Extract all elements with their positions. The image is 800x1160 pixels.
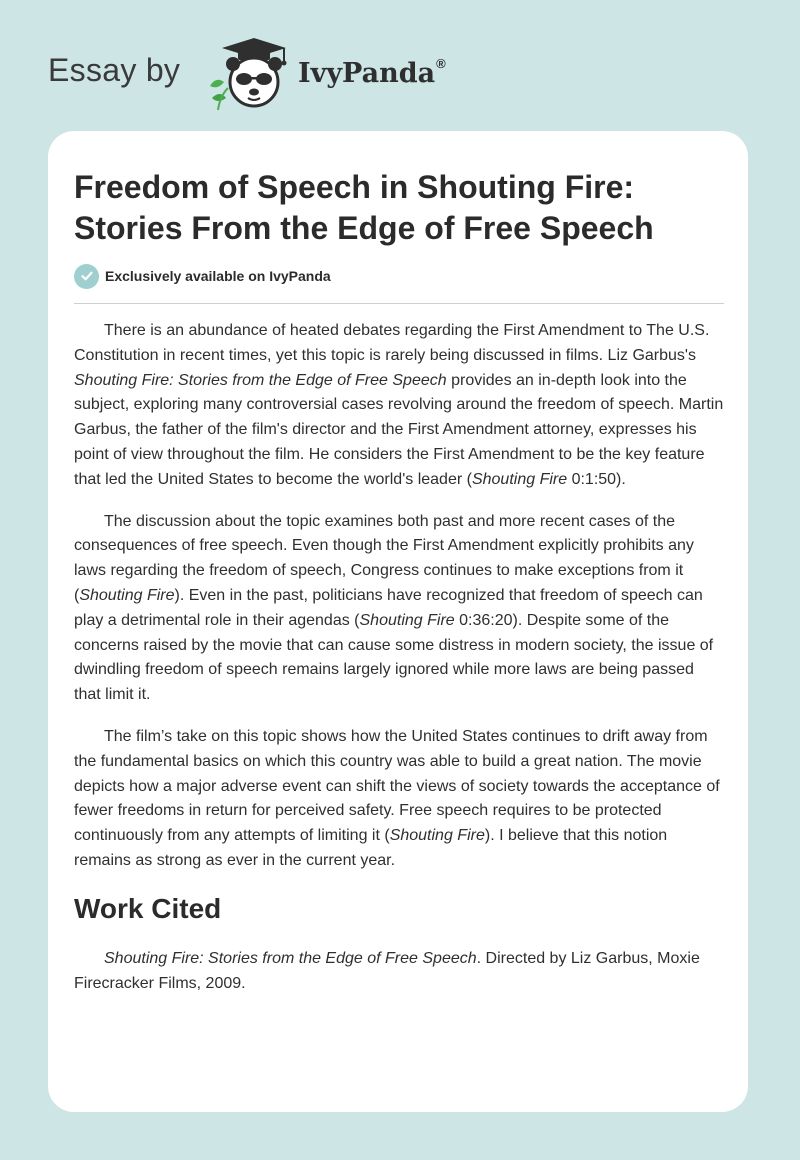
registered-mark: ® <box>436 56 446 71</box>
italic-title: Shouting Fire <box>359 611 455 629</box>
italic-title: Shouting Fire <box>389 827 485 845</box>
text-run: 0:36:20). Despite some of the concerns raised by the movie that can cause some distress in modern society, the issue of dwindling freedom of speech remains largely ignored while more laws are being passed that limit it. <box>74 611 714 704</box>
text-run: . Directed by Liz Garbus, Moxie Firecracker Films, 2009. <box>74 949 700 992</box>
exclusive-badge-label: Exclusively available on IvyPanda <box>105 268 331 284</box>
citation <box>74 947 724 997</box>
essay-title: Freedom of Speech in Shouting Fire: Stories From the Edge of Free Speech <box>74 169 654 246</box>
paragraph <box>74 725 724 874</box>
italic-title: Shouting Fire: Stories from the Edge of Free Speech <box>74 371 447 389</box>
paragraph <box>74 510 724 708</box>
text-run: There is an abundance of heated debates regarding the First Amendment to The U.S. Constitution in recent times, yet this topic is rarely being discussed in films. Liz Garbus's <box>74 322 710 364</box>
italic-title: Shouting Fire: Stories from the Edge of Free Speech <box>104 949 477 967</box>
ivypanda-logo[interactable] <box>202 36 292 112</box>
text-run: provides an in-depth look into the subject, exploring many controversial cases revolving around the freedom of speech. Martin Garbus, the father of the film's director and the First Amendment attorney, expresses his point of view throughout the film. He considers the First Amendment to be the key feature that led the United States to become the world's leader ( <box>74 371 724 488</box>
italic-title: Shouting Fire <box>471 470 568 488</box>
essay-body <box>74 319 724 1013</box>
paragraph <box>74 319 724 493</box>
brand-name[interactable]: IvyPanda® <box>298 56 446 89</box>
text-run: The film’s take on this topic shows how the United States continues to drift away from the fundamental basics on which this country was able to build a great nation. The movie depicts how a major adverse event can shift the views of society towards the acceptance of fewer freedoms in return for perceived safety. Free speech requires to be protected continuously from any attempts of limiting it ( <box>74 727 720 845</box>
text-run: The discussion about the topic examines both past and more recent cases of the consequences of free speech. Even though the First Amendment explicitly prohibits any laws regarding the freedom of speech, Congress continues to make exceptions from it ( <box>74 512 694 604</box>
text-run: 0:1:50). <box>567 470 626 488</box>
italic-title: Shouting Fire <box>79 586 175 604</box>
panda-graduate-icon <box>202 36 292 112</box>
exclusive-badge <box>74 263 331 289</box>
essay-card <box>48 131 748 1112</box>
site-header <box>48 36 548 112</box>
text-run: ). Even in the past, politicians have recognized that freedom of speech can play a detrimental role in their agendas ( <box>74 586 703 629</box>
text-run: ). I believe that this notion remains as strong as ever in the current year. <box>74 827 668 869</box>
works-cited-heading: Work Cited <box>74 892 222 924</box>
check-circle-icon <box>74 264 99 289</box>
divider <box>74 303 724 304</box>
essay-by-label: Essay by <box>48 52 181 88</box>
